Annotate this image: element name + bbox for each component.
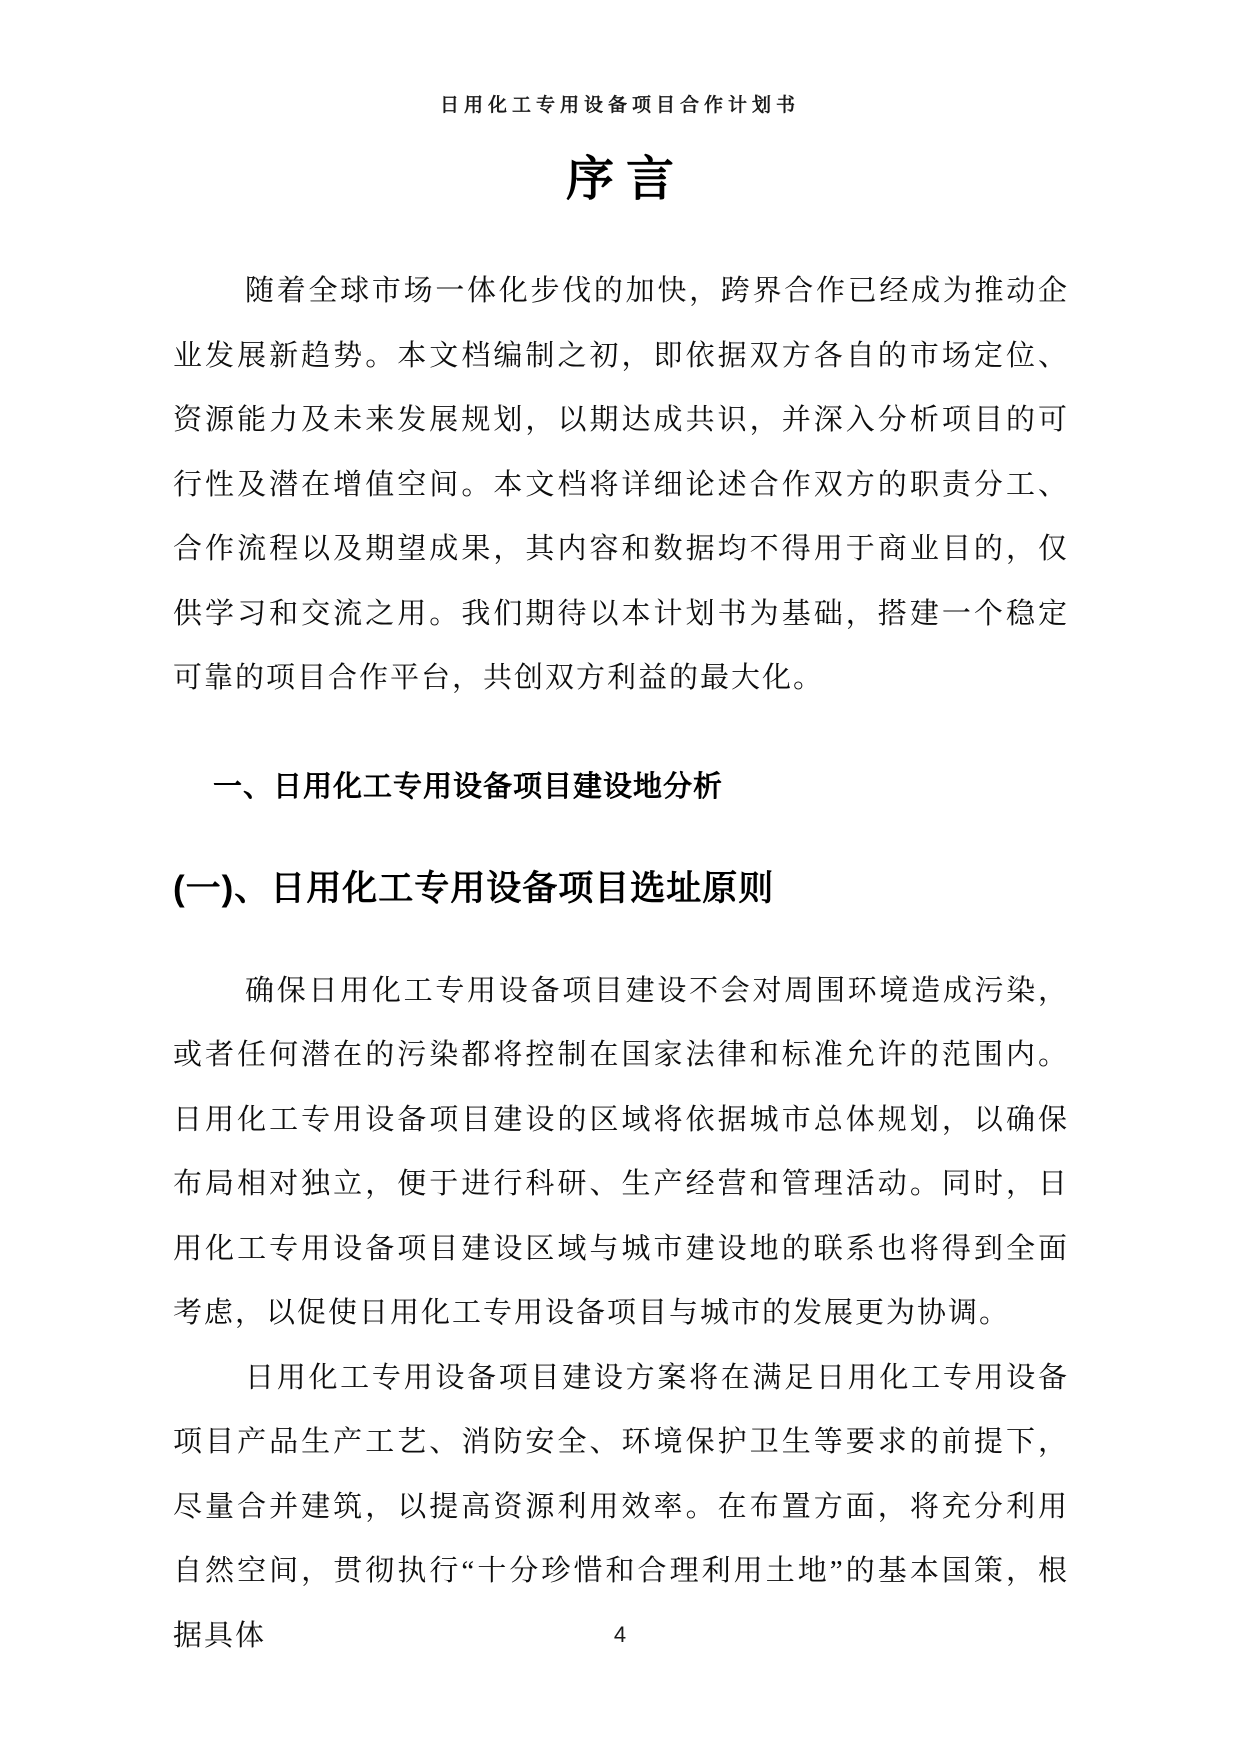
section-heading-site-analysis: 一、日用化工专用设备项目建设地分析 — [213, 770, 724, 803]
running-header: 日用化工专用设备项目合作计划书 — [439, 95, 800, 116]
siting-paragraph-layout: 日用化工专用设备项目建设方案将在满足日用化工专用设备项目产品生产工艺、消防安全、环境保护卫生等要求的前提下，尽量合并建筑，以提高资源利用效率。在布置方面，将充分利用自然空间，贯彻执行“十分珍惜和合理利用土地”的基本国策，根据具体 — [173, 1361, 1069, 1652]
preface-paragraph: 随着全球市场一体化步伐的加快，跨界合作已经成为推动企业发展新趋势。本文档编制之初，即依据双方各自的市场定位、资源能力及未来发展规划，以期达成共识，并深入分析项目的可行性及潜在增值空间。本文档将详细论述合作双方的职责分工、合作流程以及期望成果，其内容和数据均不得用于商业目的，仅供学习和交流之用。我们期待以本计划书为基础，搭建一个稳定可靠的项目合作平台，共创双方利益的最大化。 — [173, 275, 1069, 694]
page-number: 4 — [613, 1622, 627, 1647]
siting-paragraph-environment: 确保日用化工专用设备项目建设不会对周围环境造成污染，或者任何潜在的污染都将控制在国家法律和标准允许的范围内。日用化工专用设备项目建设的区域将依据城市总体规划，以确保布局相对独立，便于进行科研、生产经营和管理活动。同时，日用化工专用设备项目建设区域与城市建设地的联系也将得到全面考虑，以促使日用化工专用设备项目与城市的发展更为协调。 — [173, 974, 1069, 1329]
subsection-heading-siting-principles: (一)、日用化工专用设备项目选址原则 — [173, 868, 775, 908]
document-body — [173, 259, 1069, 1668]
page-title: 序言 — [565, 153, 686, 206]
